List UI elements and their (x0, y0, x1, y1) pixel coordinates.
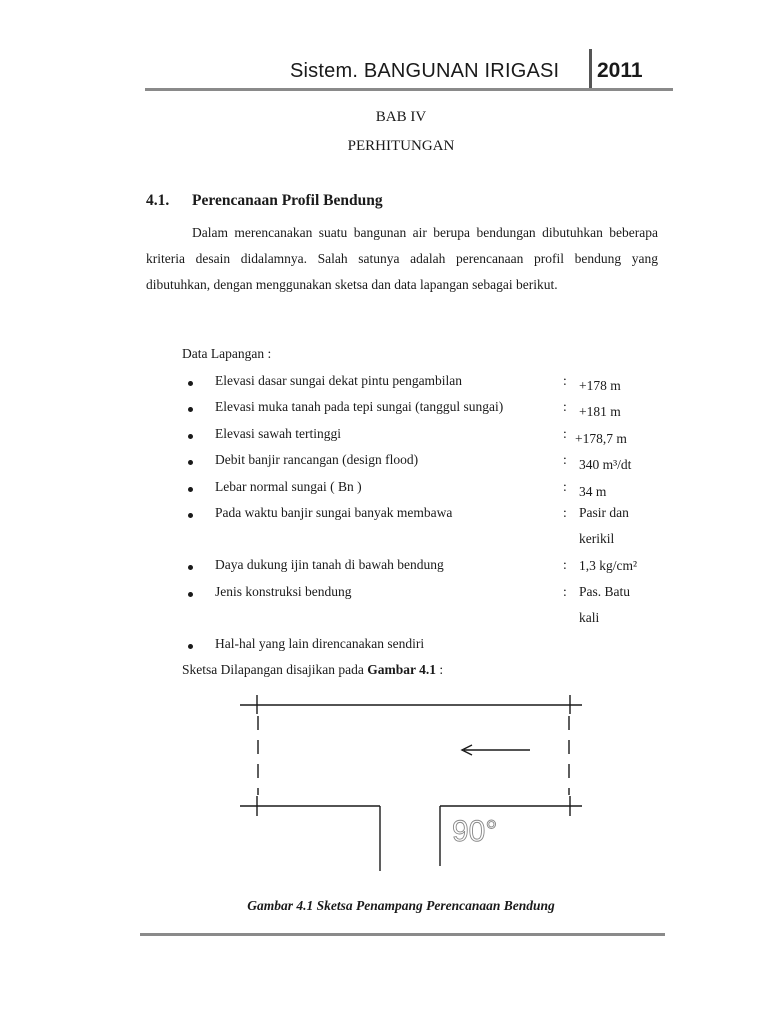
sketch-intro-text: Sketsa Dilapangan disajikan pada (182, 662, 368, 677)
header-divider (589, 49, 592, 89)
field-data-colon: : (563, 479, 567, 494)
field-data-colon: : (563, 557, 567, 572)
field-data-label: Lebar normal sungai ( Bn ) (215, 479, 362, 494)
section-title: Perencanaan Profil Bendung (192, 192, 383, 209)
field-data-colon: : (563, 505, 567, 520)
bullet-icon (188, 407, 193, 412)
chapter-title: PERHITUNGAN (347, 138, 455, 154)
field-data-label: Hal-hal yang lain direncanakan sendiri (215, 636, 425, 651)
field-data-value: 340 m³/dt (579, 457, 632, 472)
field-data-label: Pada waktu banjir sungai banyak membawa (215, 505, 453, 520)
field-data-label: Jenis konstruksi bendung (215, 584, 352, 599)
field-data-label: Elevasi muka tanah pada tepi sungai (tanggul sungai) (215, 399, 504, 414)
bullet-icon (188, 434, 193, 439)
header-year: 2011 (597, 59, 643, 82)
field-data-colon: : (563, 452, 567, 467)
sketch-intro-suffix: : (435, 662, 444, 677)
header-title: Sistem. BANGUNAN IRIGASI (290, 60, 560, 82)
field-data-label: Elevasi sawah tertinggi (215, 426, 341, 441)
bullet-icon (188, 487, 193, 492)
field-data-value: +181 m (579, 404, 621, 419)
figure-caption: Gambar 4.1 Sketsa Penampang Perencanaan Bendung (247, 898, 555, 913)
field-data-value: Pasir dan kerikil (579, 505, 629, 546)
field-data-colon: : (563, 373, 567, 388)
field-data-value: +178,7 m (575, 431, 627, 446)
field-data-value: +178 m (579, 378, 621, 393)
field-data-label: Elevasi dasar sungai dekat pintu pengambilan (215, 373, 463, 388)
section-number: 4.1. (146, 192, 170, 209)
bullet-icon (188, 644, 193, 649)
field-data-label: Debit banjir rancangan (design flood) (215, 452, 419, 467)
angle-label: 90° (452, 815, 498, 848)
chapter-label: BAB IV (375, 109, 427, 125)
bullet-icon (188, 381, 193, 386)
river-sketch-figure (230, 688, 590, 873)
intro-paragraph: Dalam merencanakan suatu bangunan air berupa bendungan dibutuhkan beberapa kriteria desain didalamnya. Salah satunya adalah perencanaan profil bendung yang dibutuhkan, dengan menggunakan sketsa dan data lapangan sebagai berikut. (146, 225, 658, 292)
field-data-label: Daya dukung ijin tanah di bawah bendung (215, 557, 444, 572)
sketch-intro (182, 662, 443, 678)
bullet-icon (188, 565, 193, 570)
field-data-value: 1,3 kg/cm² (579, 558, 638, 573)
bullet-icon (188, 513, 193, 518)
field-data-colon: : (563, 399, 567, 414)
bullet-icon (188, 592, 193, 597)
field-data-colon: : (563, 426, 567, 441)
field-data-value: 34 m (579, 484, 607, 499)
header-rule (145, 88, 673, 91)
field-data-heading: Data Lapangan : (182, 346, 272, 361)
footer-rule (140, 933, 665, 936)
field-data-value: Pas. Batu kali (579, 584, 631, 625)
figure-reference: Gambar 4.1 (367, 662, 436, 677)
bullet-icon (188, 460, 193, 465)
field-data-colon: : (563, 584, 567, 599)
